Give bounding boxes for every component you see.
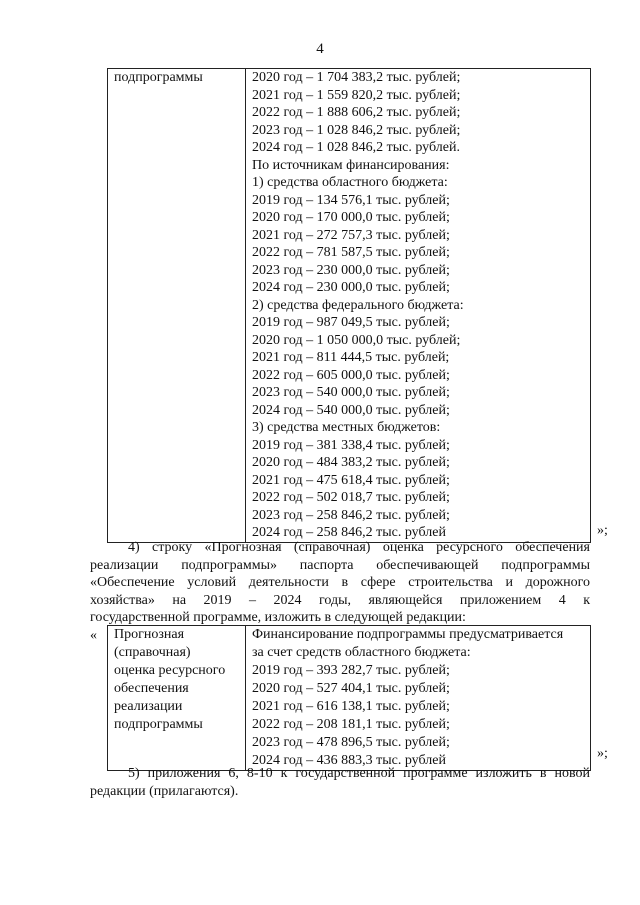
table-row [108, 626, 591, 771]
table-label-line: (справочная) [114, 645, 191, 660]
funding-line: 2019 год – 381 338,4 тыс. рублей; [252, 437, 450, 453]
paragraph-line: «Обеспечение условий деятельности в сфере строительства и дорожного [90, 575, 590, 590]
closing-quote-mark: »; [597, 523, 608, 538]
page-number: 4 [316, 41, 324, 57]
table-label-line: обеспечения [114, 681, 189, 696]
funding-line: 2023 год – 258 846,2 тыс. рублей; [252, 507, 450, 523]
paragraph-line: 4) строку «Прогнозная (справочная) оценка ресурсного обеспечения [128, 540, 590, 555]
paragraph-item-4 [90, 539, 590, 627]
funding-line: 2022 год – 1 888 606,2 тыс. рублей; [252, 105, 461, 120]
funding-line: 2020 год – 170 000,0 тыс. рублей; [252, 210, 450, 225]
funding-line: 2024 год – 540 000,0 тыс. рублей; [252, 402, 450, 418]
paragraph-line: редакции (прилагаются). [90, 783, 239, 799]
funding-line: 2023 год – 540 000,0 тыс. рублей; [252, 385, 450, 400]
table-value-cell [246, 69, 591, 543]
funding-line: 2022 год – 781 587,5 тыс. рублей; [252, 245, 450, 260]
funding-line: 2) средства федерального бюджета: [252, 297, 464, 313]
funding-line: 3) средства местных бюджетов: [252, 420, 441, 435]
funding-line: 2019 год – 393 282,7 тыс. рублей; [252, 663, 450, 678]
funding-line: Финансирование подпрограммы предусматривается [252, 627, 564, 642]
closing-quote-mark: »; [597, 746, 608, 761]
table-label-line: оценка ресурсного [114, 663, 226, 678]
funding-line: 2023 год – 230 000,0 тыс. рублей; [252, 262, 450, 278]
funding-line: 1) средства областного бюджета: [252, 175, 448, 190]
funding-line: 2023 год – 478 896,5 тыс. рублей; [252, 735, 450, 750]
funding-line: 2022 год – 208 181,1 тыс. рублей; [252, 717, 450, 732]
funding-line: 2021 год – 272 757,3 тыс. рублей; [252, 227, 450, 243]
funding-line: 2021 год – 475 618,4 тыс. рублей; [252, 472, 450, 488]
table-label-line: подпрограммы [114, 717, 203, 732]
paragraph-line: 5) приложения 6, 8-10 к государственной программе изложить в новой [128, 766, 590, 781]
paragraph-line: реализации подпрограммы» паспорта обеспечивающей подпрограммы [90, 557, 590, 573]
funding-line: 2022 год – 502 018,7 тыс. рублей; [252, 490, 450, 505]
funding-line: 2023 год – 1 028 846,2 тыс. рублей; [252, 122, 461, 138]
table-value-cell [246, 626, 591, 771]
funding-line: 2021 год – 811 444,5 тыс. рублей; [252, 350, 450, 365]
table-label-cell [108, 626, 246, 771]
funding-line: 2022 год – 605 000,0 тыс. рублей; [252, 367, 450, 383]
funding-table-new [107, 625, 591, 771]
funding-line: По источникам финансирования: [252, 157, 450, 173]
paragraph-line: хозяйства» на 2019 – 2024 годы, являющейся приложением 4 к [90, 592, 590, 608]
table-label-cell [108, 69, 246, 543]
table-label: подпрограммы [114, 70, 203, 85]
funding-line: 2021 год – 1 559 820,2 тыс. рублей; [252, 87, 461, 103]
funding-line: 2020 год – 484 383,2 тыс. рублей; [252, 455, 450, 470]
funding-line: 2020 год – 1 704 383,2 тыс. рублей; [252, 70, 461, 85]
funding-line: 2019 год – 134 576,1 тыс. рублей; [252, 192, 450, 208]
funding-line: 2024 год – 1 028 846,2 тыс. рублей. [252, 140, 460, 155]
table-row [108, 69, 591, 543]
funding-table-continued [107, 68, 591, 543]
funding-line: 2021 год – 616 138,1 тыс. рублей; [252, 699, 450, 714]
funding-line: 2019 год – 987 049,5 тыс. рублей; [252, 315, 450, 330]
funding-line: 2024 год – 258 846,2 тыс. рублей [252, 525, 446, 540]
funding-line: 2020 год – 1 050 000,0 тыс. рублей; [252, 332, 461, 348]
table-label-line: реализации [114, 699, 183, 714]
opening-quote-mark: « [90, 628, 97, 643]
paragraph-item-5 [90, 765, 590, 800]
paragraph-line: государственной программе, изложить в следующей редакции: [90, 610, 466, 625]
funding-line: 2024 год – 436 883,3 тыс. рублей [252, 753, 446, 768]
funding-line: 2024 год – 230 000,0 тыс. рублей; [252, 280, 450, 295]
funding-line: за счет средств областного бюджета: [252, 645, 471, 660]
table-label-line: Прогнозная [114, 627, 185, 642]
funding-line: 2020 год – 527 404,1 тыс. рублей; [252, 681, 450, 696]
